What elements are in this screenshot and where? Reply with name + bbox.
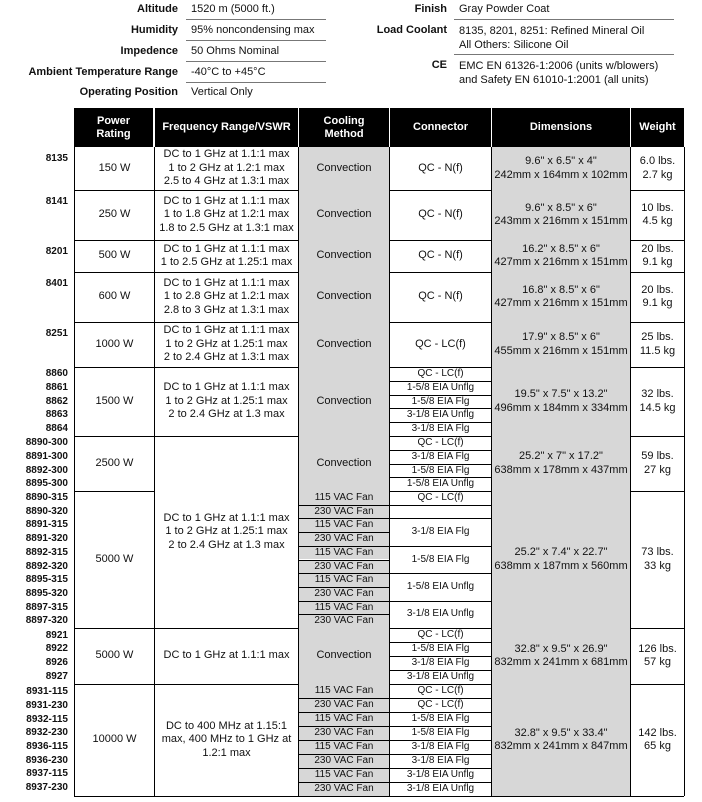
divider [389, 546, 491, 547]
header-frequency-range: Frequency Range/VSWR [155, 108, 298, 147]
cooling-fan: 230 VAC Fan [299, 698, 389, 712]
connector: 1-5/8 EIA Flg [411, 643, 470, 655]
connector: 3-1/8 EIA Flg [411, 741, 470, 753]
connector: QC - LC(f) [415, 337, 466, 350]
divider [389, 726, 491, 727]
divider [389, 768, 491, 769]
divider [389, 395, 491, 396]
divider [298, 147, 299, 796]
spec-value-operating-position: Vertical Only [191, 86, 253, 98]
connector: 3-1/8 EIA Unflg [406, 409, 475, 421]
cooling-fan: 115 VAC Fan [299, 518, 389, 532]
divider [298, 740, 389, 741]
connector: QC - LC(f) [417, 685, 464, 697]
divider [298, 726, 389, 727]
spec-value-ambient-temperature: -40°C to +45°C [191, 66, 266, 78]
header-connector: Connector [390, 108, 491, 147]
divider [74, 147, 75, 796]
divider [684, 147, 685, 796]
connector: 3-1/8 EIA Flg [411, 450, 470, 462]
connector: 3-1/8 EIA Flg [411, 423, 470, 435]
divider [389, 464, 491, 465]
cooling-method: Convection [299, 322, 389, 367]
power-rating: 150 W [98, 161, 131, 174]
divider [389, 477, 491, 478]
connector: 3-1/8 EIA Unflg [406, 783, 475, 795]
model-numbers: 8890-300 8891-300 8892-300 8895-300 [25, 437, 68, 490]
weight: 6.0 lbs. 2.7 kg [639, 155, 676, 181]
cooling-method: Convection [299, 190, 389, 240]
spec-value-load-coolant: 8135, 8201, 8251: Refined Mineral Oil All Others: Silicone Oil [459, 25, 645, 51]
divider [389, 656, 491, 657]
cooling-method: Convection [299, 436, 389, 491]
divider [389, 601, 491, 602]
header-power-rating: Power Rating [74, 108, 153, 147]
power-rating: 1500 W [95, 394, 134, 407]
cooling-fan: 230 VAC Fan [299, 614, 389, 628]
cooling-method: Convection [299, 628, 389, 684]
power-rating: 250 W [98, 208, 131, 221]
model-numbers: 8921 8922 8926 8927 [45, 629, 68, 682]
frequency-range: DC to 1 GHz at 1.1:1 max 1 to 2 GHz at 1.25:1 max 2 to 2.4 GHz at 1.3 max [163, 381, 290, 421]
divider [298, 768, 389, 769]
cooling-fan: 230 VAC Fan [299, 726, 389, 740]
power-rating: 5000 W [95, 649, 134, 662]
cooling-fan: 230 VAC Fan [299, 505, 389, 519]
divider [389, 712, 491, 713]
connector: 1-5/8 EIA Flg [411, 395, 470, 407]
power-rating: 10000 W [92, 733, 137, 746]
divider [298, 712, 389, 713]
header-weight: Weight [631, 108, 684, 147]
connector: 3-1/8 EIA Flg [411, 526, 470, 538]
divider [74, 796, 684, 797]
spec-label-ambient-temperature: Ambient Temperature Range [28, 66, 178, 78]
connector: QC - N(f) [418, 290, 463, 303]
divider [389, 450, 491, 451]
cooling-fan: 115 VAC Fan [299, 546, 389, 560]
divider [389, 740, 491, 741]
dimensions: 9.6" x 8.5" x 6" 243mm x 216mm x 151mm [492, 190, 630, 240]
frequency-range: DC to 1 GHz at 1.1:1 max 1 to 2 GHz at 1.25:1 max 2 to 2.4 GHz at 1.3 max [163, 511, 290, 551]
connector: QC - LC(f) [417, 368, 464, 380]
spec-value-impedence: 50 Ohms Nominal [191, 45, 280, 57]
cooling-fan: 115 VAC Fan [299, 601, 389, 615]
spec-label-impedence: Impedence [120, 45, 178, 57]
power-rating: 2500 W [95, 456, 134, 469]
power-rating: 1000 W [95, 337, 134, 350]
dimensions: 25.2" x 7" x 17.2" 638mm x 178mm x 437mm [492, 436, 630, 491]
divider [298, 698, 389, 699]
spec-value-ce: EMC EN 61326-1:2006 (units w/blowers) and Safety EN 61010-1:2001 (all units) [459, 60, 659, 86]
weight: 10 lbs. 4.5 kg [641, 201, 674, 227]
model-numbers: 8251 [45, 328, 68, 339]
connector: 1-5/8 EIA Unflg [406, 478, 475, 490]
frequency-range: DC to 1 GHz at 1.1:1 max [163, 649, 290, 662]
frequency-range: DC to 1 GHz at 1.1:1 max 1 to 1.8 GHz at 1.2:1 max 1.8 to 2.5 GHz at 1.3:1 max [159, 194, 294, 234]
connector: 1-5/8 EIA Unflg [406, 581, 475, 593]
cooling-fan: 115 VAC Fan [299, 768, 389, 782]
weight: 59 lbs. 27 kg [641, 450, 674, 476]
divider [630, 147, 631, 796]
spec-label-altitude: Altitude [137, 3, 178, 15]
divider [389, 422, 491, 423]
divider [298, 782, 389, 783]
divider [298, 560, 389, 561]
cooling-fan: 230 VAC Fan [299, 560, 389, 574]
connector: QC - N(f) [418, 161, 463, 174]
divider [389, 698, 491, 699]
cooling-fan: 230 VAC Fan [299, 782, 389, 796]
dimensions: 16.8" x 8.5" x 6" 427mm x 216mm x 151mm [492, 272, 630, 322]
divider [389, 408, 491, 409]
model-numbers: 8141 [45, 196, 68, 207]
cooling-method: Convection [299, 240, 389, 272]
power-rating: 600 W [98, 290, 131, 303]
divider [389, 782, 491, 783]
connector: QC - LC(f) [417, 437, 464, 449]
connector: 1-5/8 EIA Flg [411, 727, 470, 739]
header-cooling-method: Cooling Method [299, 108, 389, 147]
cooling-fan: 230 VAC Fan [299, 587, 389, 601]
frequency-range: DC to 1 GHz at 1.1:1 max 1 to 2 GHz at 1.2:1 max 2.5 to 4 GHz at 1.3:1 max [163, 148, 290, 188]
dimensions: 16.2" x 8.5" x 6" 427mm x 216mm x 151mm [492, 240, 630, 272]
divider [298, 573, 389, 574]
connector: 3-1/8 EIA Unflg [406, 769, 475, 781]
cooling-fan: 115 VAC Fan [299, 684, 389, 698]
cooling-fan: 115 VAC Fan [299, 491, 389, 505]
frequency-range: DC to 400 MHz at 1.15:1 max, 400 MHz to 1 GHz at 1.2:1 max [161, 719, 292, 759]
connector: 3-1/8 EIA Flg [411, 657, 470, 669]
connector: QC - LC(f) [417, 492, 464, 504]
spec-value-finish: Gray Powder Coat [459, 3, 550, 15]
divider [389, 642, 491, 643]
divider [298, 614, 389, 615]
divider [298, 505, 389, 506]
model-numbers: 8931-115 8931-230 8932-115 8932-230 8936-115 8936-230 8937-115 8937-230 [25, 686, 68, 794]
divider [298, 601, 389, 602]
divider [389, 518, 491, 519]
divider [389, 754, 491, 755]
spec-value-altitude: 1520 m (5000 ft.) [191, 3, 275, 15]
spec-label-operating-position: Operating Position [79, 86, 178, 98]
dimensions: 19.5" x 7.5" x 13.2" 496mm x 184mm x 334mm [492, 367, 630, 436]
connector: QC - N(f) [418, 249, 463, 262]
spec-label-ce: CE [431, 59, 447, 71]
connector: QC - N(f) [418, 208, 463, 221]
cooling-method: Convection [299, 272, 389, 322]
divider [491, 147, 492, 796]
cooling-method: Convection [299, 367, 389, 436]
weight: 126 lbs. 57 kg [638, 642, 677, 668]
model-numbers: 8890-315 8890-320 8891-315 8891-320 8892-315 8892-320 8895-315 8895-320 8897-315 8897-320 [25, 492, 68, 627]
dimensions: 17.9" x 8.5" x 6" 455mm x 216mm x 151mm [492, 322, 630, 367]
connector: QC - LC(f) [417, 699, 464, 711]
frequency-range: DC to 1 GHz at 1.1:1 max 1 to 2.8 GHz at 1.2:1 max 2.8 to 3 GHz at 1.3:1 max [163, 276, 290, 316]
weight: 73 lbs. 33 kg [641, 546, 674, 572]
divider [154, 147, 155, 796]
model-numbers: 8201 [45, 246, 68, 257]
dimensions: 32.8" x 9.5" x 26.9" 832mm x 241mm x 681mm [492, 628, 630, 684]
connector: 1-5/8 EIA Flg [411, 553, 470, 565]
divider [389, 670, 491, 671]
weight: 25 lbs. 11.5 kg [639, 331, 676, 357]
weight: 20 lbs. 9.1 kg [641, 242, 674, 268]
weight: 20 lbs. 9.1 kg [641, 283, 674, 309]
cooling-fan: 230 VAC Fan [299, 532, 389, 546]
connector: 3-1/8 EIA Unflg [406, 608, 475, 620]
power-rating: 500 W [98, 249, 131, 262]
divider [389, 381, 491, 382]
divider [298, 518, 389, 519]
cooling-method: Convection [299, 147, 389, 190]
divider [298, 546, 389, 547]
spec-label-humidity: Humidity [130, 24, 178, 36]
divider [389, 573, 491, 574]
model-numbers: 8135 [45, 153, 68, 164]
connector: 1-5/8 EIA Unflg [406, 381, 475, 393]
divider [389, 505, 491, 506]
weight: 32 lbs. 14.5 kg [639, 388, 676, 414]
dimensions: 25.2" x 7.4" x 22.7" 638mm x 187mm x 560mm [492, 491, 630, 628]
divider [74, 108, 75, 147]
cooling-fan: 115 VAC Fan [299, 712, 389, 726]
spec-label-finish: Finish [414, 3, 447, 15]
dimensions: 9.6" x 6.5" x 4" 242mm x 164mm x 102mm [492, 147, 630, 190]
frequency-range: DC to 1 GHz at 1.1:1 max 1 to 2 GHz at 1.25:1 max 2 to 2.4 GHz at 1.3:1 max [163, 324, 290, 364]
connector: 3-1/8 EIA Unflg [406, 671, 475, 683]
connector: 3-1/8 EIA Flg [411, 755, 470, 767]
frequency-range: DC to 1 GHz at 1.1:1 max 1 to 2.5 GHz at 1.25:1 max [160, 242, 293, 268]
connector: 1-5/8 EIA Flg [411, 464, 470, 476]
model-numbers: 8401 [45, 278, 68, 289]
divider [298, 587, 389, 588]
power-rating: 5000 W [95, 552, 134, 565]
divider [389, 147, 390, 796]
header-dimensions: Dimensions [492, 108, 630, 147]
dimensions: 32.8" x 9.5" x 33.4" 832mm x 241mm x 847mm [492, 684, 630, 796]
divider [298, 754, 389, 755]
connector: QC - LC(f) [417, 629, 464, 641]
spec-label-load-coolant: Load Coolant [376, 24, 447, 36]
cooling-fan: 115 VAC Fan [299, 573, 389, 587]
cooling-fan: 115 VAC Fan [299, 740, 389, 754]
connector: 1-5/8 EIA Flg [411, 713, 470, 725]
cooling-fan: 230 VAC Fan [299, 754, 389, 768]
weight: 142 lbs. 65 kg [638, 726, 677, 752]
spec-value-humidity: 95% noncondensing max [191, 24, 315, 36]
divider [298, 532, 389, 533]
model-numbers: 8860 8861 8862 8863 8864 [45, 368, 68, 435]
